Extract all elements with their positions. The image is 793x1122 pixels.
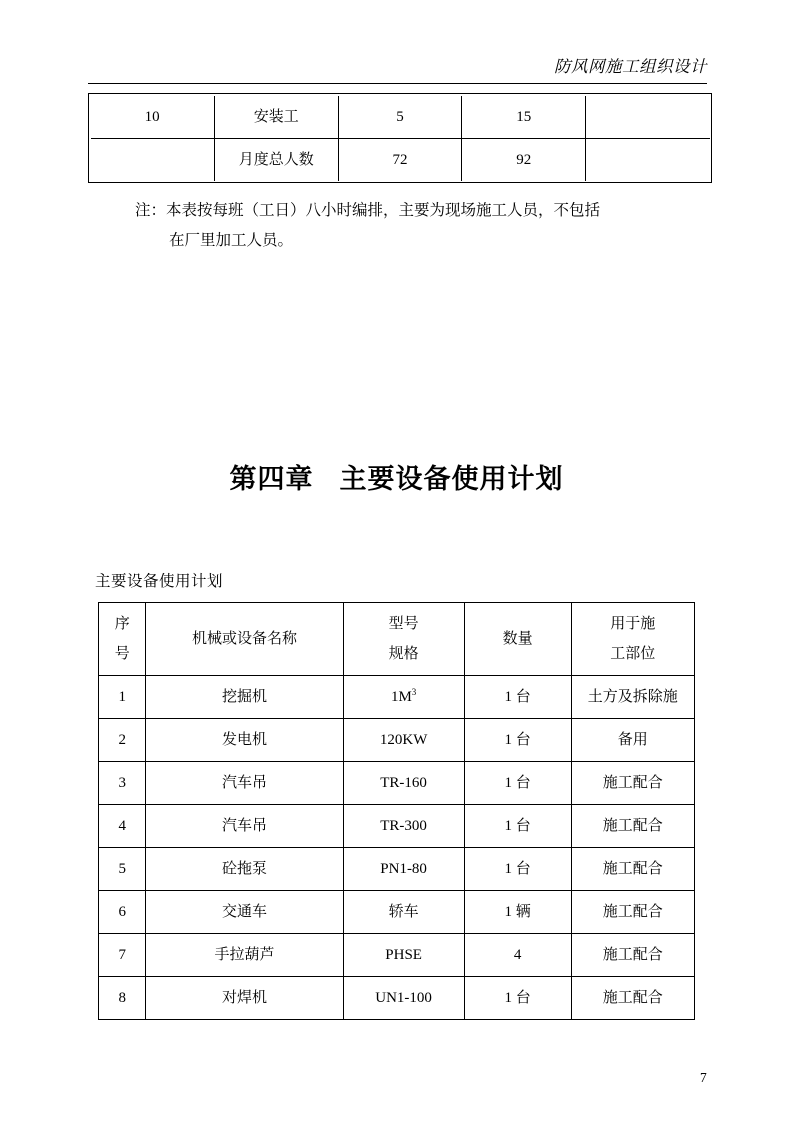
personnel-job: 安装工 — [214, 96, 338, 139]
equipment-table — [98, 602, 695, 1020]
personnel-no: 10 — [91, 96, 215, 139]
equipment-usage: 施工配合 — [571, 848, 695, 891]
equipment-index: 5 — [99, 848, 146, 891]
table-row — [99, 762, 695, 805]
equipment-model: PN1-80 — [343, 848, 464, 891]
table-row — [91, 96, 710, 139]
equipment-model: PHSE — [343, 934, 464, 977]
equipment-index: 1 — [99, 676, 146, 719]
equipment-model: TR-160 — [343, 762, 464, 805]
equipment-usage: 施工配合 — [571, 977, 695, 1020]
table-row — [99, 719, 695, 762]
equipment-name: 汽车吊 — [146, 762, 343, 805]
equipment-usage: 施工配合 — [571, 934, 695, 977]
equipment-quantity: 1 台 — [464, 719, 571, 762]
column-header-quantity: 数量 — [464, 603, 571, 676]
table-row — [99, 848, 695, 891]
table-row — [99, 891, 695, 934]
equipment-name: 挖掘机 — [146, 676, 343, 719]
equipment-usage: 施工配合 — [571, 762, 695, 805]
personnel-no — [91, 138, 215, 181]
equipment-name: 汽车吊 — [146, 805, 343, 848]
equipment-usage: 土方及拆除施 — [571, 676, 695, 719]
personnel-table-body — [91, 96, 710, 181]
equipment-index: 2 — [99, 719, 146, 762]
column-header-usage-line1: 用于施 — [610, 615, 656, 632]
personnel-value-3 — [586, 96, 710, 139]
table-caption: 主要设备使用计划 — [95, 573, 224, 590]
equipment-index: 8 — [99, 977, 146, 1020]
header-title: 防风网施工组织设计 — [554, 57, 707, 76]
equipment-quantity: 1 台 — [464, 977, 571, 1020]
equipment-index: 7 — [99, 934, 146, 977]
equipment-model-superscript: 3 — [411, 686, 417, 697]
table-row — [91, 138, 710, 181]
equipment-name: 对焊机 — [146, 977, 343, 1020]
table-row — [99, 977, 695, 1020]
equipment-model: TR-300 — [343, 805, 464, 848]
equipment-index: 3 — [99, 762, 146, 805]
note-line-2: 在厂里加工人员。 — [169, 232, 294, 249]
column-header-usage — [571, 603, 695, 676]
personnel-table — [88, 93, 712, 183]
table-header-row — [99, 603, 695, 676]
column-header-index-line1: 序 — [114, 615, 130, 632]
equipment-model-text: 1M — [390, 688, 412, 705]
column-header-name: 机械或设备名称 — [146, 603, 343, 676]
page-number: 7 — [700, 1070, 707, 1085]
equipment-name: 发电机 — [146, 719, 343, 762]
equipment-usage: 施工配合 — [571, 805, 695, 848]
equipment-name: 手拉葫芦 — [146, 934, 343, 977]
personnel-job: 月度总人数 — [214, 138, 338, 181]
personnel-value-1: 72 — [338, 138, 462, 181]
column-header-model-line1: 型号 — [388, 615, 419, 632]
equipment-quantity: 1 台 — [464, 805, 571, 848]
personnel-value-1: 5 — [338, 96, 462, 139]
personnel-value-2: 15 — [462, 96, 586, 139]
equipment-name: 交通车 — [146, 891, 343, 934]
table-row — [99, 805, 695, 848]
equipment-quantity: 4 — [464, 934, 571, 977]
personnel-value-3 — [586, 138, 710, 181]
header-divider — [88, 83, 707, 84]
equipment-usage: 施工配合 — [571, 891, 695, 934]
table-row — [99, 676, 695, 719]
equipment-model: 轿车 — [343, 891, 464, 934]
chapter-name: 主要设备使用计划 — [339, 464, 564, 495]
equipment-index: 6 — [99, 891, 146, 934]
equipment-usage: 备用 — [571, 719, 695, 762]
equipment-model: UN1-100 — [343, 977, 464, 1020]
table-row — [99, 934, 695, 977]
note-line-1: 注：本表按每班（工日）八小时编排，主要为现场施工人员，不包括 — [135, 202, 601, 219]
column-header-usage-line2: 工部位 — [610, 645, 656, 662]
equipment-quantity: 1 辆 — [464, 891, 571, 934]
column-header-model — [343, 603, 464, 676]
equipment-quantity: 1 台 — [464, 848, 571, 891]
equipment-table-body — [99, 603, 695, 1020]
personnel-value-2: 92 — [462, 138, 586, 181]
equipment-quantity: 1 台 — [464, 676, 571, 719]
equipment-model — [343, 676, 464, 719]
chapter-number: 第四章 — [229, 464, 314, 495]
equipment-name: 砼拖泵 — [146, 848, 343, 891]
equipment-model: 120KW — [343, 719, 464, 762]
chapter-heading — [0, 461, 793, 499]
table-note — [135, 196, 710, 256]
equipment-index: 4 — [99, 805, 146, 848]
equipment-quantity: 1 台 — [464, 762, 571, 805]
running-header — [88, 56, 707, 90]
column-header-index-line2: 号 — [114, 645, 130, 662]
column-header-index — [99, 603, 146, 676]
column-header-model-line2: 规格 — [388, 645, 419, 662]
